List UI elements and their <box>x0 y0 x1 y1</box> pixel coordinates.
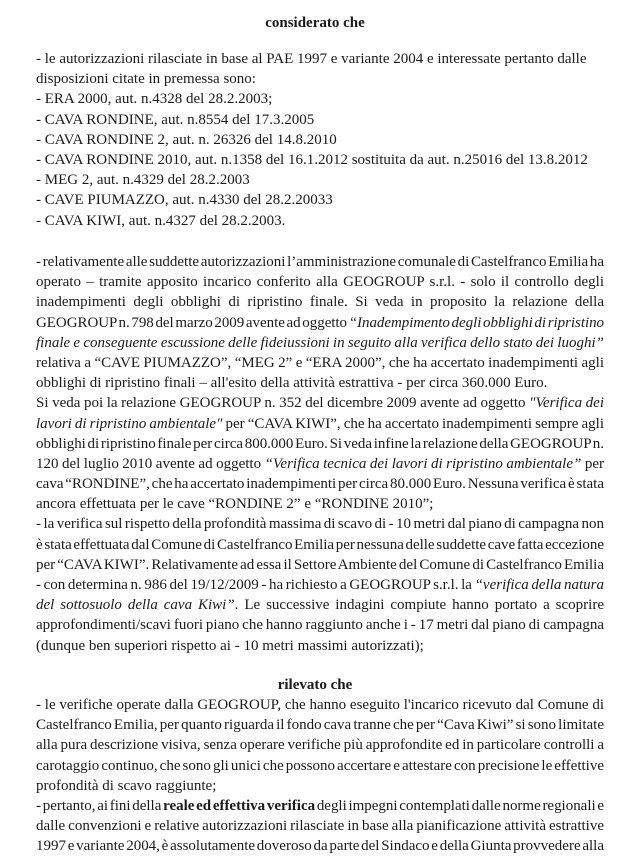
text-line <box>36 190 604 210</box>
text-segment: dalle convenzioni e relative autorizzazioni rilasciate in base alla pianificazione attività estrattive <box>36 818 604 835</box>
heading-considerato-che: considerato che <box>265 15 365 31</box>
text-segment: cava “RONDINE”, che ha accertato inadempimenti per circa 80.000 Euro. Nessuna verifica è stata <box>36 476 604 493</box>
text-line <box>36 756 604 776</box>
italic-text: finale e conseguente escussione delle fideiussioni in seguito alla verifica dello stato dei luoghi” <box>36 334 604 351</box>
italic-text: lavori di ripristino ambientale" <box>36 415 223 432</box>
text-segment: carotaggio continuo, che sono gli unici che possono accertare e attestare con precisione le effettive <box>36 757 604 774</box>
text-line <box>36 69 604 89</box>
text-segment: ancora effettuata per le cave “RONDINE 2” e “RONDINE 2010”; <box>36 496 434 513</box>
text-line <box>36 393 604 413</box>
heading-rilevato-che: rilevato che <box>277 677 353 693</box>
text-line <box>36 150 604 170</box>
text-segment: - relativamente alle suddette autorizzazioni l’amministrazione comunale di Castelfranco Emilia ha <box>36 254 604 270</box>
text-line <box>36 715 604 735</box>
text-line <box>36 796 604 816</box>
text-segment: - le autorizzazioni rilasciate in base al PAE 1997 e variante 2004 e interessate pertanto dalle <box>36 51 587 67</box>
text-segment: - pertanto, ai fini della <box>36 797 164 814</box>
text-segment: alla pura descrizione visiva, senza operare verifiche più approfondite ed in particolare controlli a <box>36 737 604 754</box>
text-segment: è stata effettuata dal Comune di Castelfranco Emilia per nessuna delle suddette cave fatta eccezione <box>36 536 604 553</box>
bold-text: reale ed effettiva verifica <box>163 797 316 814</box>
text-line <box>36 434 604 454</box>
text-segment: degli impegni contemplati dalle norme regionali e <box>315 797 605 814</box>
text-segment: obblighi di ripristino finali – all'esito della attività estrattiva - per circa 360.000 Euro. <box>36 375 548 392</box>
text-line <box>36 89 604 109</box>
italic-text: del sottosuolo della cava Kiwi” <box>36 597 235 614</box>
text-line <box>36 454 604 474</box>
paragraph-rilevato <box>36 695 604 857</box>
text-line <box>36 292 604 312</box>
text-line <box>36 776 604 796</box>
text-line <box>36 474 604 494</box>
text-segment: disposizioni citate in premessa sono: <box>36 71 256 88</box>
paragraph-controls <box>36 252 604 656</box>
text-line <box>36 272 604 292</box>
text-line <box>36 595 604 615</box>
text-segment: (dunque ben superiori rispetto ai - 10 metri massimi autorizzati); <box>36 637 424 654</box>
italic-text: “verifica della natura <box>474 577 604 593</box>
text-line <box>36 555 604 575</box>
text-segment: approfondimenti/scavi fuori piano che hanno raggiunto anche i - 17 metri dal piano di campagna <box>36 617 604 634</box>
text-segment: Si veda poi la relazione GEOGROUP n. 352 del dicembre 2009 avente ad oggetto <box>36 395 530 412</box>
text-line <box>36 636 604 656</box>
text-line <box>36 836 604 856</box>
text-line <box>36 494 604 514</box>
text-line <box>36 130 604 150</box>
text-segment: per “CAVA KIWI”. Relativamente ad essa il Settore Ambiente del Comune di Castelfranco Emilia <box>36 556 604 573</box>
text-line <box>36 353 604 373</box>
text-segment: inadempimenti degli obblighi di ripristino finale. Si veda in proposito la relazione della <box>36 294 604 311</box>
italic-text: "Verifica dei <box>529 395 604 412</box>
text-line <box>36 49 604 69</box>
text-segment: obblighi di ripristino finale per circa 800.000 Euro. Si veda infine la relazione della GEOGROUP n. <box>36 435 605 452</box>
text-segment: - CAVE PIUMAZZO, aut. n.4330 del 28.2.20033 <box>36 192 333 209</box>
text-line <box>36 514 604 534</box>
text-segment: 120 del luglio 2010 avente ad oggetto <box>36 455 265 472</box>
authorization-list <box>36 49 604 231</box>
text-segment: 1997 e variante 2004, è assolutamente doveroso da parte del Sindaco e della Giunta provvedere alla <box>36 838 604 855</box>
text-line <box>36 333 604 353</box>
text-line <box>36 695 604 715</box>
text-line <box>36 252 604 272</box>
text-line <box>36 211 604 231</box>
text-line <box>36 735 604 755</box>
text-line <box>36 313 604 333</box>
text-line <box>36 535 604 555</box>
text-line <box>36 615 604 635</box>
text-segment: - CAVA RONDINE 2010, aut. n.1358 del 16.1.2012 sostituita da aut. n.25016 del 13.8.2012 <box>36 151 588 168</box>
text-segment: per “CAVA KIWI”, che ha accertato inadempimenti sempre agli <box>222 415 604 432</box>
text-segment: Castelfranco Emilia, per quanto riguarda il fondo cava tranne che per “Cava Kiwi” si sono limitate <box>36 717 604 734</box>
text-segment: relativa a “CAVE PIUMAZZO”, “MEG 2” e “ERA 2000”, che ha accertato inadempimenti agli <box>36 354 605 371</box>
text-segment: - ERA 2000, aut. n.4328 del 28.2.2003; <box>36 91 273 108</box>
text-segment: per <box>581 455 604 472</box>
text-segment: operato – tramite apposito incarico conferito alla GEOGROUP s.r.l. - solo il controllo degli <box>36 274 604 291</box>
text-line <box>36 816 604 836</box>
italic-text: “Verifica tecnica dei lavori di ripristino ambientale” <box>264 455 582 472</box>
text-line <box>36 110 604 130</box>
text-line <box>36 414 604 434</box>
text-segment: - la verifica sul rispetto della profondità massima di scavo di - 10 metri dal piano di campagna non <box>36 516 604 533</box>
text-segment: - CAVA RONDINE, aut. n.8554 del 17.3.2005 <box>36 111 315 128</box>
text-segment: - CAVA RONDINE 2, aut. n. 26326 del 14.8.2010 <box>36 131 337 148</box>
text-segment: - CAVA KIWI, aut. n.4327 del 28.2.2003. <box>36 212 286 229</box>
italic-text: “Inadempimento degli obblighi di ripristino <box>348 314 604 331</box>
text-segment: . Le successive indagini compiute hanno portato a scoprire <box>234 597 604 614</box>
text-line <box>36 575 604 595</box>
text-segment: GEOGROUP n. 798 del marzo 2009 avente ad oggetto <box>36 314 349 331</box>
text-line <box>36 170 604 190</box>
text-segment: - MEG 2, aut. n.4329 del 28.2.2003 <box>36 172 250 189</box>
text-segment: - con determina n. 986 del 19/12/2009 - ha richiesto a GEOGROUP s.r.l. la <box>36 577 475 593</box>
text-segment: - le verifiche operate dalla GEOGROUP, che hanno eseguito l'incarico ricevuto dal Comune di <box>36 697 604 713</box>
text-segment: profondità di scavo raggiunte; <box>36 777 217 794</box>
text-line <box>36 373 604 393</box>
